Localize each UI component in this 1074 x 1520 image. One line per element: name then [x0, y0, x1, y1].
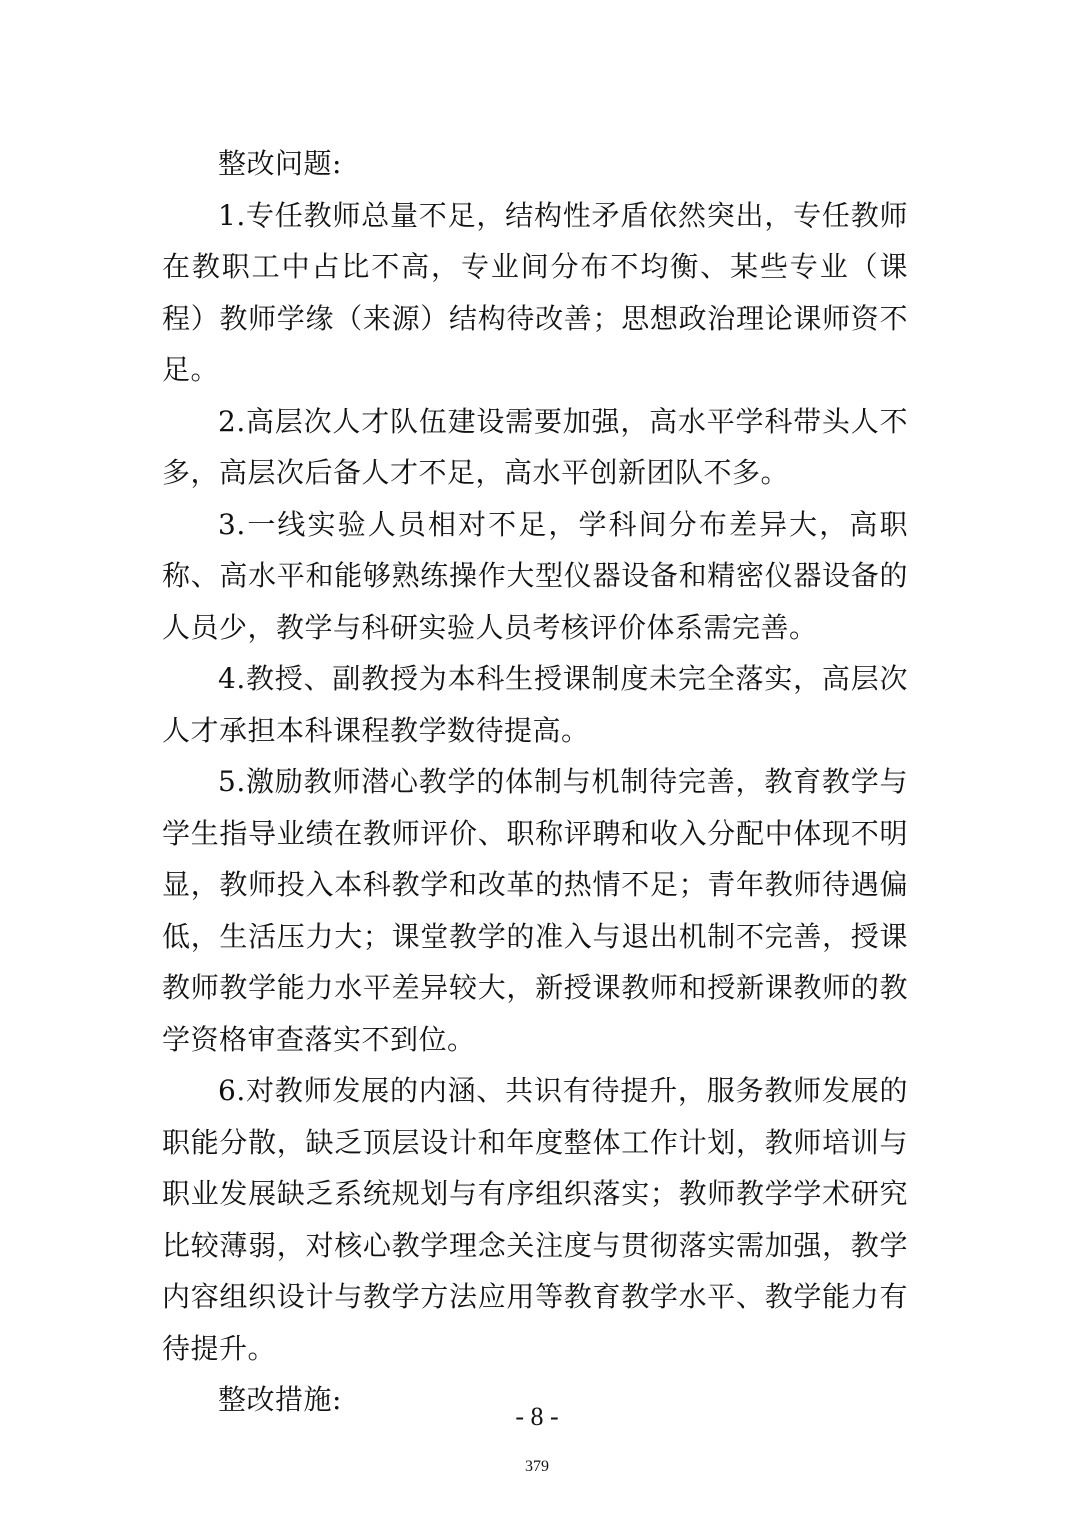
- issue-paragraph-3: 3.一线实验人员相对不足，学科间分布差异大，高职称、高水平和能够熟练操作大型仪器设备和精密仪器设备的人员少，教学与科研实验人员考核评价体系需完善。: [162, 507, 908, 644]
- issue-paragraph-5: 5.激励教师潜心教学的体制与机制待完善，教育教学与学生指导业绩在教师评价、职称评聘和收入分配中体现不明显，教师投入本科教学和改革的热情不足；青年教师待遇偏低，生活压力大；课堂教学的准入与退出机制不完善，授课教师教学能力水平差异较大，新授课教师和授新课教师的教学资格审查落实不到位。: [162, 765, 908, 1056]
- issue-paragraph-4: 4.教授、副教授为本科生授课制度未完全落实，高层次人才承担本科课程教学数待提高。: [162, 662, 908, 747]
- heading-rectification-issues: 整改问题:: [218, 147, 342, 180]
- heading-rectification-measures: 整改措施:: [218, 1383, 342, 1416]
- page-number: - 8 -: [515, 1402, 559, 1431]
- archive-page-number: 379: [525, 1458, 549, 1475]
- issue-paragraph-6: 6.对教师发展的内涵、共识有待提升，服务教师发展的职能分散，缺乏顶层设计和年度整体工作计划，教师培训与职业发展缺乏系统规划与有序组织落实；教师教学学术研究比较薄弱，对核心教学理念关注度与贯彻落实需加强，教学内容组织设计与教学方法应用等教育教学水平、教学能力有待提升。: [162, 1074, 908, 1365]
- document-body: [162, 138, 908, 1426]
- issue-paragraph-2: 2.高层次人才队伍建设需要加强，高水平学科带头人不多，高层次后备人才不足，高水平创新团队不多。: [162, 404, 908, 489]
- issue-paragraph-1: 1.专任教师总量不足，结构性矛盾依然突出，专任教师在教职工中占比不高，专业间分布不均衡、某些专业（课程）教师学缘（来源）结构待改善；思想政治理论课师资不足。: [162, 198, 908, 386]
